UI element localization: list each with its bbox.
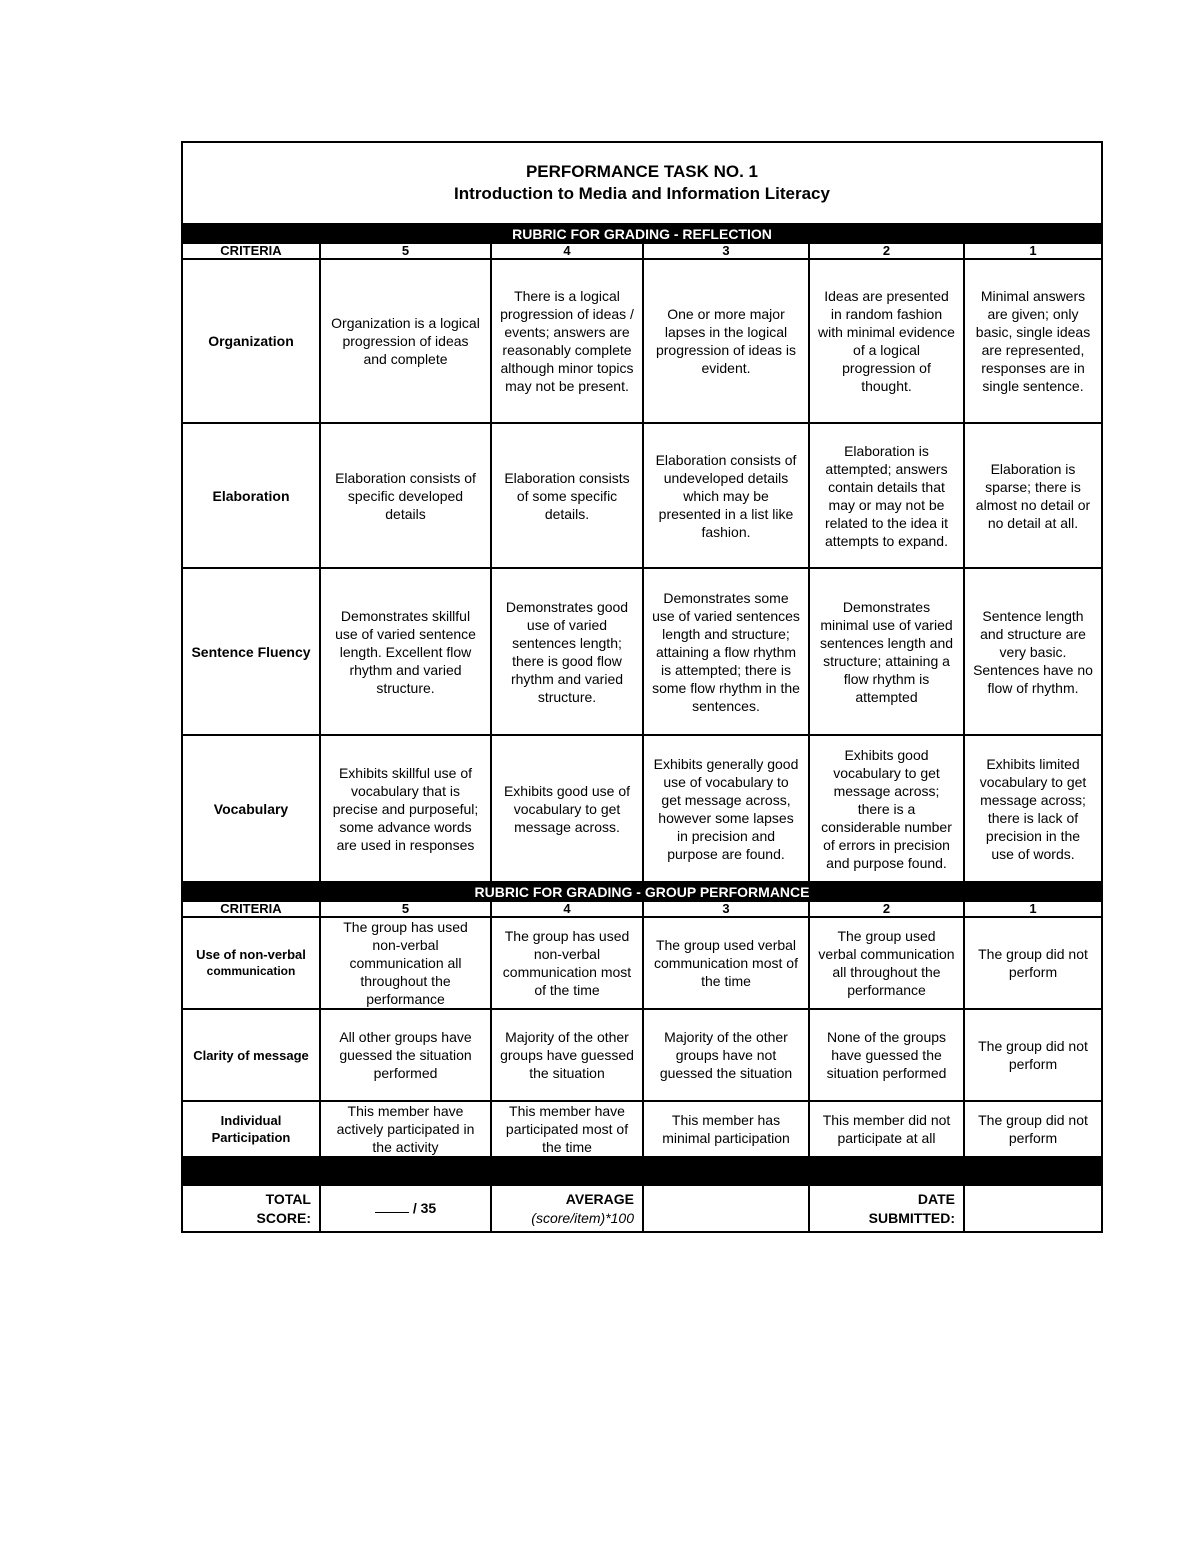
table-row [182,1009,1102,1101]
average-label-line: AVERAGE [565,1190,634,1207]
rubric-cell: Exhibits limited vocabulary to get message across; there is lack of precision in the use of words. [964,735,1102,882]
average-value-field[interactable] [643,1185,809,1232]
rubric-cell: Elaboration consists of specific developed details [320,423,491,568]
total-score-label [182,1185,320,1232]
task-title: PERFORMANCE TASK NO. 1 [525,162,759,181]
criterion-label: Use of non-verbal [196,947,306,962]
date-submitted-label [809,1185,964,1232]
course-title: Introduction to Media and Information Literacy [454,184,830,203]
header-score-2: 2 [809,901,964,917]
date-label-line: DATE [917,1190,955,1207]
rubric-cell: Ideas are presented in random fashion with minimal evidence of a logical progression of thought. [809,259,964,423]
table-row [182,423,1102,568]
submitted-label-line: SUBMITTED: [868,1209,955,1226]
title-cell [182,142,1102,224]
rubric-cell: This member has minimal participation [643,1101,809,1157]
rubric-cell: Exhibits good vocabulary to get message across; there is a considerable number of errors in precision and purpose found. [809,735,964,882]
rubric-cell: Elaboration consists of undeveloped details which may be presented in a list like fashion. [643,423,809,568]
rubric-cell: Exhibits good use of vocabulary to get message across. [491,735,643,882]
rubric-cell: The group did not perform [964,1101,1102,1157]
rubric-cell: Demonstrates minimal use of varied sentences length and structure; attaining a flow rhythm is attempted [809,568,964,735]
header-score-4: 4 [491,901,643,917]
table-row [182,735,1102,882]
header-score-4: 4 [491,243,643,259]
rubric-cell: Elaboration is attempted; answers contain details that may or may not be related to the idea it attempts to expand. [809,423,964,568]
header-criteria: CRITERIA [182,901,320,917]
rubric-cell: The group did not perform [964,1009,1102,1101]
total-label-line: TOTAL [265,1190,311,1207]
rubric-cell: Majority of the other groups have not guessed the situation [643,1009,809,1101]
header-score-3: 3 [643,243,809,259]
rubric-cell: None of the groups have guessed the situation performed [809,1009,964,1101]
header-score-3: 3 [643,901,809,917]
rubric-cell: Exhibits generally good use of vocabulary to get message across, however some lapses in precision and purpose are found. [643,735,809,882]
rubric-cell: Minimal answers are given; only basic, single ideas are represented, responses are in single sentence. [964,259,1102,423]
rubric-cell: The group has used non-verbal communication all throughout the performance [320,917,491,1009]
table-row [182,917,1102,1009]
rubric-table [181,141,1103,1233]
table-row [182,568,1102,735]
rubric-cell: The group has used non-verbal communication most of the time [491,917,643,1009]
rubric-cell: The group used verbal communication all throughout the performance [809,917,964,1009]
header-score-1: 1 [964,243,1102,259]
header-score-1: 1 [964,901,1102,917]
rubric-cell: All other groups have guessed the situation performed [320,1009,491,1101]
criterion-label-sub: communication [206,964,296,978]
criterion-vocabulary: Vocabulary [182,735,320,882]
criterion-sentence-fluency: Sentence Fluency [182,568,320,735]
group-band-row [182,882,1102,901]
criterion-elaboration: Elaboration [182,423,320,568]
rubric-cell: Demonstrates skillful use of varied sentence length. Excellent flow rhythm and varied structure. [320,568,491,735]
score-label-line: SCORE: [256,1209,311,1226]
criterion-organization: Organization [182,259,320,423]
rubric-cell: Exhibits skillful use of vocabulary that is precise and purposeful; some advance words are used in responses [320,735,491,882]
header-score-2: 2 [809,243,964,259]
rubric-cell: Demonstrates some use of varied sentences length and structure; attaining a flow rhythm is attempted; there is some flow rhythm in the sentences. [643,568,809,735]
table-row [182,1101,1102,1157]
rubric-cell: Demonstrates good use of varied sentences length; there is good flow rhythm and varied structure. [491,568,643,735]
header-score-5: 5 [320,243,491,259]
rubric-cell: One or more major lapses in the logical progression of ideas is evident. [643,259,809,423]
average-label [491,1185,643,1232]
rubric-cell: Organization is a logical progression of ideas and complete [320,259,491,423]
separator-row [182,1157,1102,1185]
date-submitted-field[interactable] [964,1185,1102,1232]
rubric-sheet [181,141,1101,1233]
group-band: RUBRIC FOR GRADING - GROUP PERFORMANCE [182,882,1102,901]
criterion-individual-participation: Individual Participation [182,1101,320,1157]
criterion-clarity: Clarity of message [182,1009,320,1101]
score-denominator: / 35 [412,1200,437,1216]
reflection-band-row [182,224,1102,243]
rubric-cell: Sentence length and structure are very basic. Sentences have no flow of rhythm. [964,568,1102,735]
rubric-cell: The group did not perform [964,917,1102,1009]
rubric-cell: Elaboration is sparse; there is almost no detail or no detail at all. [964,423,1102,568]
separator-band [182,1157,1102,1185]
footer-row [182,1185,1102,1232]
table-row [182,259,1102,423]
header-criteria: CRITERIA [182,243,320,259]
reflection-header-row [182,243,1102,259]
criterion-non-verbal [182,917,320,1009]
rubric-cell: There is a logical progression of ideas / events; answers are reasonably complete although minor topics may not be present. [491,259,643,423]
header-score-5: 5 [320,901,491,917]
rubric-cell: The group used verbal communication most of the time [643,917,809,1009]
rubric-cell: This member have participated most of the time [491,1101,643,1157]
rubric-cell: This member did not participate at all [809,1101,964,1157]
reflection-band: RUBRIC FOR GRADING - REFLECTION [182,224,1102,243]
title-row [182,142,1102,224]
rubric-cell: This member have actively participated in the activity [320,1101,491,1157]
total-score-field[interactable] [320,1185,491,1232]
score-blank-line[interactable] [375,1212,409,1213]
rubric-cell: Majority of the other groups have guessed the situation [491,1009,643,1101]
rubric-cell: Elaboration consists of some specific details. [491,423,643,568]
average-formula: (score/item)*100 [531,1209,634,1226]
group-header-row [182,901,1102,917]
